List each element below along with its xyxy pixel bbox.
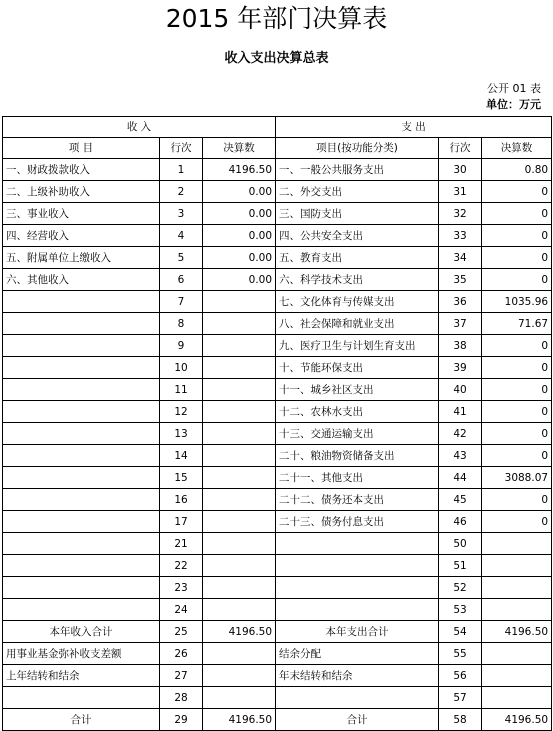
expense-section-header: 支 出	[276, 117, 552, 138]
income-item-cell: 三、事业收入	[3, 203, 160, 225]
income-row-no-cell: 28	[160, 687, 203, 709]
income-item-cell	[3, 379, 160, 401]
income-item-cell	[3, 687, 160, 709]
income-amount-cell: 0.00	[203, 247, 276, 269]
income-item-cell: 用事业基金弥补收支差额	[3, 643, 160, 665]
expense-amount-header: 决算数	[482, 138, 552, 159]
income-row-no-cell: 1	[160, 159, 203, 181]
income-item-cell	[3, 533, 160, 555]
income-amount-cell	[203, 511, 276, 533]
income-row-no-cell: 15	[160, 467, 203, 489]
income-item-cell	[3, 445, 160, 467]
income-row-no-cell: 6	[160, 269, 203, 291]
income-item-cell	[3, 555, 160, 577]
expense-row-no-cell: 58	[439, 709, 482, 731]
table-row	[3, 181, 552, 203]
table-row	[3, 577, 552, 599]
expense-amount-cell: 0	[482, 445, 552, 467]
income-item-cell: 二、上级补助收入	[3, 181, 160, 203]
income-row-no-cell: 25	[160, 621, 203, 643]
expense-amount-cell: 0	[482, 181, 552, 203]
expense-item-cell: 四、公共安全支出	[276, 225, 439, 247]
table-row	[3, 665, 552, 687]
income-row-no-cell: 23	[160, 577, 203, 599]
expense-row-no-cell: 31	[439, 181, 482, 203]
table-row	[3, 401, 552, 423]
expense-item-cell	[276, 555, 439, 577]
income-section-header: 收 入	[3, 117, 276, 138]
income-amount-cell	[203, 445, 276, 467]
expense-item-cell: 合计	[276, 709, 439, 731]
expense-item-cell: 十一、城乡社区支出	[276, 379, 439, 401]
income-amount-cell	[203, 467, 276, 489]
income-amount-cell	[203, 599, 276, 621]
expense-amount-cell	[482, 687, 552, 709]
table-row	[3, 159, 552, 181]
income-row-no-cell: 17	[160, 511, 203, 533]
column-header-row	[3, 138, 552, 159]
expense-amount-cell: 4196.50	[482, 621, 552, 643]
income-item-cell	[3, 577, 160, 599]
expense-amount-cell: 0	[482, 269, 552, 291]
income-amount-cell	[203, 555, 276, 577]
expense-item-cell: 二十三、债务付息支出	[276, 511, 439, 533]
table-row	[3, 467, 552, 489]
income-item-cell	[3, 401, 160, 423]
expense-amount-cell: 0	[482, 401, 552, 423]
table-row	[3, 599, 552, 621]
income-row-no-cell: 24	[160, 599, 203, 621]
income-row-no-cell: 21	[160, 533, 203, 555]
expense-item-cell: 二十二、债务还本支出	[276, 489, 439, 511]
expense-row-no-cell: 46	[439, 511, 482, 533]
income-amount-cell: 0.00	[203, 269, 276, 291]
table-row	[3, 313, 552, 335]
income-row-no-header: 行次	[160, 138, 203, 159]
expense-amount-cell	[482, 555, 552, 577]
expense-amount-cell: 0	[482, 511, 552, 533]
section-header-row	[3, 117, 552, 138]
expense-item-cell	[276, 533, 439, 555]
table-row	[3, 511, 552, 533]
expense-amount-cell	[482, 599, 552, 621]
expense-item-cell: 一、一般公共服务支出	[276, 159, 439, 181]
table-row	[3, 291, 552, 313]
expense-amount-cell: 71.67	[482, 313, 552, 335]
income-row-no-cell: 10	[160, 357, 203, 379]
table-row	[3, 445, 552, 467]
expense-amount-cell	[482, 665, 552, 687]
expense-row-no-cell: 57	[439, 687, 482, 709]
income-amount-cell	[203, 665, 276, 687]
income-item-cell	[3, 313, 160, 335]
income-amount-cell: 0.00	[203, 225, 276, 247]
expense-item-cell: 八、社会保障和就业支出	[276, 313, 439, 335]
income-item-cell	[3, 599, 160, 621]
expense-amount-cell: 0	[482, 247, 552, 269]
expense-item-cell: 二十一、其他支出	[276, 467, 439, 489]
income-item-cell: 六、其他收入	[3, 269, 160, 291]
expense-row-no-cell: 40	[439, 379, 482, 401]
expense-item-cell: 二十、粮油物资储备支出	[276, 445, 439, 467]
income-item-cell: 合计	[3, 709, 160, 731]
income-amount-cell: 4196.50	[203, 709, 276, 731]
income-item-cell: 一、财政拨款收入	[3, 159, 160, 181]
expense-row-no-cell: 42	[439, 423, 482, 445]
table-row	[3, 203, 552, 225]
income-item-cell	[3, 489, 160, 511]
income-amount-cell	[203, 379, 276, 401]
expense-row-no-cell: 51	[439, 555, 482, 577]
expense-item-cell: 二、外交支出	[276, 181, 439, 203]
income-item-cell: 本年收入合计	[3, 621, 160, 643]
income-item-header: 项 目	[3, 138, 160, 159]
expense-row-no-cell: 39	[439, 357, 482, 379]
expense-item-cell	[276, 687, 439, 709]
income-item-cell: 四、经营收入	[3, 225, 160, 247]
expense-amount-cell: 0	[482, 423, 552, 445]
expense-row-no-cell: 45	[439, 489, 482, 511]
income-item-cell	[3, 335, 160, 357]
table-row	[3, 643, 552, 665]
income-amount-cell	[203, 577, 276, 599]
table-row	[3, 269, 552, 291]
income-amount-cell: 0.00	[203, 203, 276, 225]
income-amount-cell	[203, 489, 276, 511]
expense-amount-cell	[482, 577, 552, 599]
income-row-no-cell: 27	[160, 665, 203, 687]
page-title: 2015 年部门决算表	[165, 4, 388, 33]
table-row	[3, 489, 552, 511]
expense-row-no-cell: 52	[439, 577, 482, 599]
table-row	[3, 621, 552, 643]
expense-item-cell: 本年支出合计	[276, 621, 439, 643]
expense-amount-cell: 1035.96	[482, 291, 552, 313]
expense-row-no-cell: 41	[439, 401, 482, 423]
income-item-cell	[3, 357, 160, 379]
income-amount-cell	[203, 687, 276, 709]
expense-row-no-cell: 38	[439, 335, 482, 357]
expense-amount-cell: 0.80	[482, 159, 552, 181]
income-amount-cell	[203, 291, 276, 313]
table-code: 公开 01 表	[487, 82, 541, 95]
income-row-no-cell: 12	[160, 401, 203, 423]
income-amount-cell	[203, 401, 276, 423]
expense-amount-cell: 0	[482, 203, 552, 225]
income-item-cell: 上年结转和结余	[3, 665, 160, 687]
expense-amount-cell: 0	[482, 489, 552, 511]
report-title: 收入支出决算总表	[224, 51, 329, 66]
table-row	[3, 225, 552, 247]
expense-amount-cell: 3088.07	[482, 467, 552, 489]
expense-item-cell	[276, 577, 439, 599]
income-row-no-cell: 16	[160, 489, 203, 511]
income-row-no-cell: 22	[160, 555, 203, 577]
expense-item-cell: 三、国防支出	[276, 203, 439, 225]
table-row	[3, 687, 552, 709]
income-amount-cell	[203, 313, 276, 335]
income-row-no-cell: 26	[160, 643, 203, 665]
income-amount-cell	[203, 357, 276, 379]
income-amount-cell: 4196.50	[203, 159, 276, 181]
expense-row-no-cell: 54	[439, 621, 482, 643]
income-amount-cell	[203, 533, 276, 555]
income-amount-cell: 4196.50	[203, 621, 276, 643]
income-amount-header: 决算数	[203, 138, 276, 159]
expense-row-no-cell: 35	[439, 269, 482, 291]
expense-amount-cell: 0	[482, 335, 552, 357]
expense-row-no-cell: 43	[439, 445, 482, 467]
income-item-cell	[3, 423, 160, 445]
expense-row-no-cell: 36	[439, 291, 482, 313]
expense-amount-cell: 0	[482, 357, 552, 379]
income-amount-cell	[203, 423, 276, 445]
expense-item-cell: 年末结转和结余	[276, 665, 439, 687]
income-row-no-cell: 2	[160, 181, 203, 203]
table-row	[3, 357, 552, 379]
summary-table	[2, 116, 552, 731]
expense-row-no-cell: 53	[439, 599, 482, 621]
expense-amount-cell: 4196.50	[482, 709, 552, 731]
table-row	[3, 709, 552, 731]
income-row-no-cell: 11	[160, 379, 203, 401]
income-row-no-cell: 8	[160, 313, 203, 335]
expense-item-cell: 六、科学技术支出	[276, 269, 439, 291]
expense-row-no-cell: 30	[439, 159, 482, 181]
expense-item-cell: 十三、交通运输支出	[276, 423, 439, 445]
expense-row-no-cell: 34	[439, 247, 482, 269]
expense-item-cell: 七、文化体育与传媒支出	[276, 291, 439, 313]
expense-amount-cell: 0	[482, 379, 552, 401]
income-row-no-cell: 9	[160, 335, 203, 357]
table-row	[3, 533, 552, 555]
income-row-no-cell: 4	[160, 225, 203, 247]
table-row	[3, 423, 552, 445]
income-row-no-cell: 14	[160, 445, 203, 467]
expense-row-no-cell: 33	[439, 225, 482, 247]
expense-item-header: 项目(按功能分类)	[276, 138, 439, 159]
table-row	[3, 335, 552, 357]
expense-item-cell: 九、医疗卫生与计划生育支出	[276, 335, 439, 357]
table-row	[3, 247, 552, 269]
expense-row-no-header: 行次	[439, 138, 482, 159]
unit-label: 单位：万元	[486, 98, 541, 111]
income-row-no-cell: 3	[160, 203, 203, 225]
table-row	[3, 555, 552, 577]
expense-row-no-cell: 32	[439, 203, 482, 225]
expense-row-no-cell: 37	[439, 313, 482, 335]
expense-row-no-cell: 44	[439, 467, 482, 489]
expense-row-no-cell: 55	[439, 643, 482, 665]
expense-row-no-cell: 56	[439, 665, 482, 687]
expense-item-cell: 十、节能环保支出	[276, 357, 439, 379]
income-row-no-cell: 29	[160, 709, 203, 731]
expense-row-no-cell: 50	[439, 533, 482, 555]
expense-item-cell: 结余分配	[276, 643, 439, 665]
income-amount-cell	[203, 335, 276, 357]
income-item-cell	[3, 467, 160, 489]
income-row-no-cell: 13	[160, 423, 203, 445]
income-item-cell	[3, 511, 160, 533]
expense-item-cell: 十二、农林水支出	[276, 401, 439, 423]
income-amount-cell: 0.00	[203, 181, 276, 203]
table-row	[3, 379, 552, 401]
expense-item-cell: 五、教育支出	[276, 247, 439, 269]
income-row-no-cell: 5	[160, 247, 203, 269]
expense-amount-cell	[482, 533, 552, 555]
income-item-cell: 五、附属单位上缴收入	[3, 247, 160, 269]
expense-item-cell	[276, 599, 439, 621]
income-item-cell	[3, 291, 160, 313]
expense-amount-cell	[482, 643, 552, 665]
expense-amount-cell: 0	[482, 225, 552, 247]
income-row-no-cell: 7	[160, 291, 203, 313]
income-amount-cell	[203, 643, 276, 665]
